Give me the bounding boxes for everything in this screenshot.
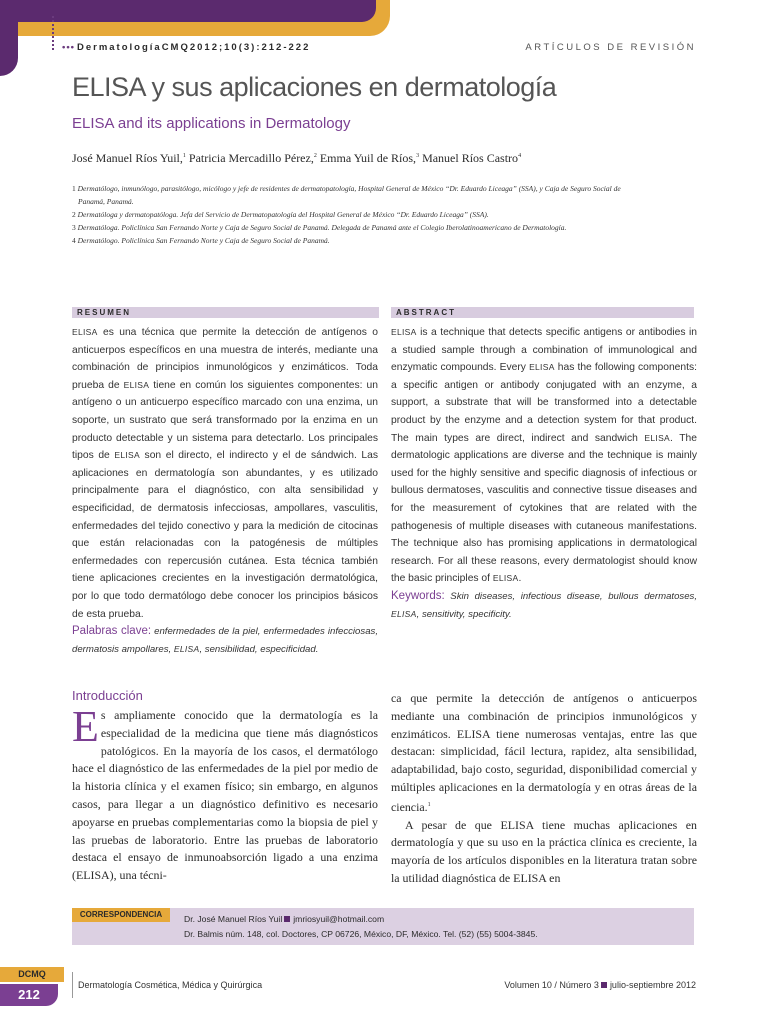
keywords-label: Palabras clave: <box>72 625 152 638</box>
footer-period: julio-septiembre 2012 <box>609 980 696 990</box>
resumen-text <box>72 324 378 658</box>
square-bullet-icon <box>284 916 290 922</box>
abstract-text-part: has the following components: a specific antigen or antibody conjugated with an enzyme, a support, a substrate that will be transformed into a detectable product by the enzyme and a detection system for that product. The main types are direct, indirect and sandwich <box>391 362 697 444</box>
resumen-text-part: tiene en común los siguientes componentes: un antígeno o un anticuerpo específico marcado con una enzima, un soporte, un sustrato que será transformado por la enzima en un producto detectable y un sistema para detectarlo. Los principales tipos de <box>72 379 378 462</box>
journal-citation-text: DermatologíaCMQ2012;10(3):212-222 <box>76 42 311 53</box>
keywords-part: enfermedades de la piel, enfermedades infecciosas, dermatosis ampollares, <box>72 626 378 655</box>
body-paragraph <box>72 702 378 885</box>
correspondence-email[interactable]: jmriosyuil@hotmail.com <box>293 914 385 924</box>
body-column-right <box>391 690 697 888</box>
abstract-text-part: is a technique that detects specific antigens or antibodies in a studied sample through a combination of immunological and enzymatic compounds. Every <box>391 327 697 374</box>
acronym: ELISA <box>123 379 150 390</box>
journal-citation <box>62 42 310 53</box>
abstract-text-part: . The dermatologic applications are diverse and the technique is mainly used for the highly sensitive and specific diagnosis of infectious or bullous dermatoses, vasculitis and connective tissue diseases and for the measurement of cytokines that are related with the pathogenesis of multiple diseases with cutaneous manifestations. The technique also has promising applications in dermatological research. For all these reasons, every dermatologist should know the basic principles of <box>391 432 697 585</box>
page-number: 212 <box>0 984 58 1006</box>
author: José Manuel Ríos Yuil, <box>72 151 183 165</box>
author-ref: 4 <box>518 153 522 159</box>
acronym: ELISA <box>72 327 98 337</box>
acronym: ELISA <box>529 362 555 373</box>
keywords-part: , sensitivity, specificity. <box>416 608 512 620</box>
abstract-text-part: . <box>518 573 522 585</box>
resumen-text-part: son el directo, el indirecto y el de sándwich. Las aplicaciones en dermatología son abundantes, y es utilizado principalmente para el diagnóstico, con alta sensibilidad y especificidad, de dermatosis infecciosas, ampollares, vasculitis, enfermedades del tejido conectivo y para la medición de citocinas que están relacionadas con la patogénesis de múltiples enfermedades con repercusión cutánea. Esta técnica también tiene aplicaciones crecientes en la investigación dermatológica, por lo que todo dermatólogo debe conocer los principios básicos de esta prueba. <box>72 450 378 620</box>
body-paragraph <box>391 690 697 817</box>
acronym: ELISA <box>492 573 519 584</box>
dot-leader: ••• <box>62 42 75 53</box>
side-tab <box>0 18 18 76</box>
body-text-part: A pesar de que ELISA tiene muchas aplicaciones en dermatología y que su uso en la práctica clínica es creciente, la mayoría de los artículos disponibles en la literatura tratan sobre la utilidad diagnóstica de ELISA en <box>391 817 697 885</box>
correspondence-contact <box>184 914 384 924</box>
resumen-heading: RESUMEN <box>72 307 379 318</box>
author-list <box>72 151 521 166</box>
header-band-orange <box>0 0 390 36</box>
affiliation-text: Dermatóloga. Policlínica San Fernando Norte y Caja de Seguro Social de Panamá. Delegada de Panamá ante el Colegio Iberolatinoamericano de Dermatología. <box>77 223 567 232</box>
resumen-text-part: es una técnica que permite la detección de antígenos o anticuerpos específicos en una muestra de interés, mediante una combinación de principios inmunológicos y enzimáticos. Toda prueba de <box>72 327 378 391</box>
article-subtitle: ELISA and its applications in Dermatology <box>72 115 351 132</box>
body-paragraph <box>391 817 697 888</box>
correspondence-address: Dr. Balmis núm. 148, col. Doctores, CP 06726, México, DF, México. Tel. (52) (55) 5004-3845. <box>184 929 538 939</box>
affiliation-number: 2 <box>72 210 76 219</box>
acronym: ELISA <box>644 432 671 443</box>
dotted-rule <box>52 16 58 50</box>
body-column-left <box>72 702 378 885</box>
article-title: ELISA y sus aplicaciones en dermatología <box>72 72 557 102</box>
footer-logo <box>0 967 64 1007</box>
footer-acronym: DCMQ <box>0 967 64 982</box>
affiliation <box>72 208 702 221</box>
correspondence-label: CORRESPONDENCIA <box>72 908 170 922</box>
author-ref: 3 <box>416 153 420 159</box>
body-text-part: s ampliamente conocido que la dermatología es la especialidad de la medicina que tiene más diagnósticos patológicos. En la mayoría de los casos, el dermatólogo hace el diagnóstico de las enfermedades de la piel por medio de la historia clínica y el examen físico; sin embargo, en algunos casos, para llegar a un diagnóstico definitivo es necesario apoyarse en pruebas complementarias como la biopsia de piel y las pruebas de laboratorio. Entre las pruebas de laboratorio destaca el ensayo de inmunoabsorción ligado a una enzima (ELISA), una técni- <box>72 708 378 883</box>
affiliation <box>72 195 702 208</box>
keywords-part: , sensibilidad, especificidad. <box>199 643 319 655</box>
affiliation-text: Panamá, Panamá. <box>78 197 134 206</box>
introduction-heading: Introducción <box>72 688 143 703</box>
affiliation <box>72 182 702 195</box>
acronym: ELISA <box>391 327 417 337</box>
author-ref: 2 <box>313 153 317 159</box>
affiliation <box>72 234 702 247</box>
affiliations <box>72 182 702 247</box>
abstract-text <box>391 324 697 623</box>
footer-volume-text: Volumen 10 / Número 3 <box>504 980 599 990</box>
affiliation-text: Dermatólogo. Policlínica San Fernando Norte y Caja de Seguro Social de Panamá. <box>77 236 330 245</box>
acronym: ELISA <box>114 450 140 461</box>
footer-journal-name: Dermatología Cosmética, Médica y Quirúrgica <box>78 980 263 990</box>
affiliation-number: 3 <box>72 223 76 232</box>
footer-volume <box>504 980 696 990</box>
abstract-heading: ABSTRACT <box>391 307 694 318</box>
author: Emma Yuil de Ríos, <box>319 151 417 165</box>
affiliation-number: 4 <box>72 236 76 245</box>
keywords-label: Keywords: <box>391 589 445 602</box>
keywords-part: Skin diseases, infectious disease, bullous dermatoses, <box>444 590 697 602</box>
section-label: ARTÍCULOS DE REVISIÓN <box>525 42 696 53</box>
author: Manuel Ríos Castro <box>422 151 519 165</box>
square-bullet-icon <box>601 982 607 988</box>
author: Patricia Mercadillo Pérez, <box>188 151 314 165</box>
affiliation <box>72 221 702 234</box>
affiliation-text: Dermatólogo, inmunólogo, parasitólogo, micólogo y jefe de residentes de dermatopatología, Hospital General de México “Dr. Eduardo Liceaga” (SSA), y Caja de Seguro Social de <box>77 184 621 193</box>
affiliation-number: 1 <box>72 184 76 193</box>
citation-ref: 1 <box>427 801 431 808</box>
correspondence-box <box>72 908 694 945</box>
acronym: ELISA <box>173 643 200 654</box>
correspondence-name: Dr. José Manuel Ríos Yuil <box>184 914 283 924</box>
author-ref: 1 <box>182 153 186 159</box>
footer-divider <box>72 972 73 998</box>
affiliation-text: Dermatóloga y dermatopatóloga. Jefa del Servicio de Dermatopatología del Hospital General de México “Dr. Eduardo Liceaga” (SSA). <box>77 210 489 219</box>
acronym: ELISA <box>391 608 417 619</box>
drop-cap: E <box>72 702 99 751</box>
body-text-part: ca que permite la detección de antígenos o anticuerpos mediante una combinación de principios inmunológicos y enzimáticos. ELISA tiene numerosas ventajas, entre las que destacan: simplicidad, fácil lectura, rapidez, alta sensibilidad, adaptabilidad, bajo costo, seguridad, disponibilidad comercial y múltiples aplicaciones en la dermatología y en otras áreas de la ciencia. <box>391 691 697 814</box>
